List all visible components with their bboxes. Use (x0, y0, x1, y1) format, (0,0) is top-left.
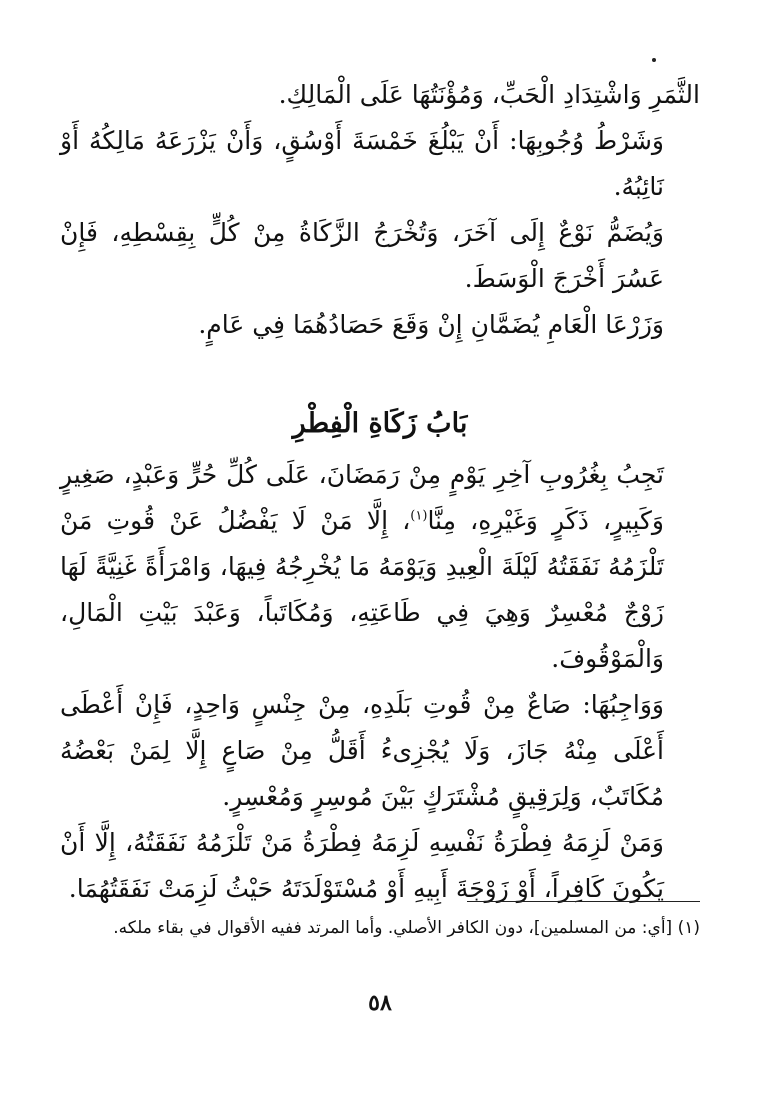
footnote-separator (467, 901, 700, 902)
paragraph-5-after-note: ، إِلَّا مَنْ لَا يَفْضُلُ عَنْ قُوتِ مَنْ تَلْزَمُهُ نَفَقَتُهُ لَيْلَةَ الْعِيدِ وَيَوْمَهُ مَا يُخْرِجُهُ فِيهَا، وَامْرَأَةً غَنِيَّةً لَهَا زَوْجٌ مُعْسِرٌ وَهِيَ فِي طَاعَتِهِ، وَمُكَاتَباً، وَعَبْدَ بَيْتِ الْمَالِ، وَالْمَوْقُوفَ. (60, 506, 664, 673)
paragraph-5 (60, 452, 700, 682)
paragraph-4: وَزَرْعَا الْعَامِ يُضَمَّانِ إِنْ وَقَعَ حَصَادُهُمَا فِي عَامٍ. (198, 310, 664, 339)
paragraph-3: وَيُضَمُّ نَوْعٌ إِلَى آخَرَ، وَتُخْرَجُ الزَّكَاةُ مِنْ كُلٍّ بِقِسْطِهِ، فَإِنْ عَسُرَ أَخْرَجَ الْوَسَطَ. (60, 218, 664, 293)
top-text-block (60, 72, 700, 348)
section-heading: بَابُ زَكَاةِ الْفِطْرِ (292, 408, 468, 439)
paragraph-5-before-note: تَجِبُ بِغُرُوبِ آخِرِ يَوْمٍ مِنْ رَمَضَانَ، عَلَى كُلِّ حُرٍّ وَعَبْدٍ، صَغِيرٍ وَكَبِيرٍ، ذَكَرٍ وَغَيْرِهِ، مِنَّا (60, 460, 664, 535)
footnote: (١) [أي: من المسلمين]، دون الكافر الأصلي. وأما المرتد ففيه الأقوال في بقاء ملكه. (113, 918, 700, 938)
paragraph-1: الثَّمَرِ وَاشْتِدَادِ الْحَبِّ، وَمُؤْنَتُهَا عَلَى الْمَالِكِ. (278, 80, 700, 109)
paragraph-7: وَمَنْ لَزِمَهُ فِطْرَةُ نَفْسِهِ لَزِمَهُ فِطْرَةُ مَنْ تَلْزَمُهُ نَفَقَتُهُ، إِلَّا أَنْ يَكُونَ كَافِراً، أَوْ زَوْجَةَ أَبِيهِ أَوْ مُسْتَوْلَدَتَهُ حَيْثُ لَزِمَتْ نَفَقَتُهُمَا. (60, 828, 664, 903)
footnote-marker[interactable]: (١) (410, 508, 428, 524)
page-number: ٥٨ (368, 990, 392, 1016)
page-dot-mark (652, 58, 656, 62)
bottom-text-block (60, 452, 700, 912)
paragraph-2: وَشَرْطُ وُجُوبِهَا: أَنْ يَبْلُغَ خَمْسَةَ أَوْسُقٍ، وَأَنْ يَزْرَعَهُ مَالِكُهُ أَوْ نَائِبُهُ. (60, 126, 664, 201)
paragraph-6: وَوَاجِبُهَا: صَاعٌ مِنْ قُوتِ بَلَدِهِ، مِنْ جِنْسٍ وَاحِدٍ، فَإِنْ أَعْطَى أَعْلَى مِنْهُ جَازَ، وَلَا يُجْزِىءُ أَقَلُّ مِنْ صَاعٍ إِلَّا لِمَنْ بَعْضُهُ مُكَاتَبٌ، وَلِرَقِيقٍ مُشْتَرَكٍ بَيْنَ مُوسِرٍ وَمُعْسِرٍ. (60, 690, 664, 811)
